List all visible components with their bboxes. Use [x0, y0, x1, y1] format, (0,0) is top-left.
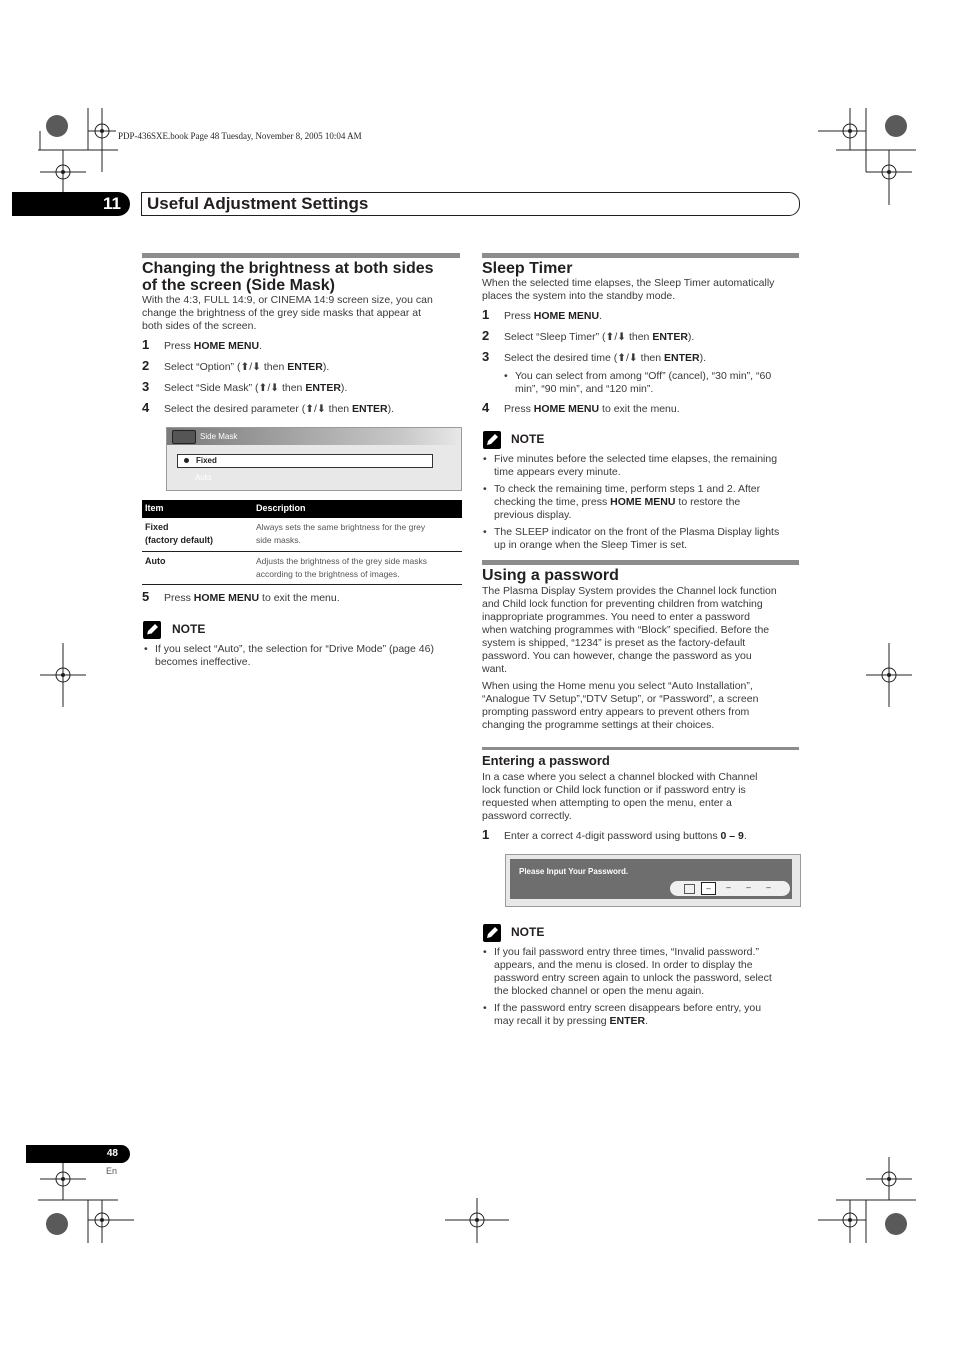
password-osd-panel	[510, 859, 792, 899]
note-bullet: • If you fail password entry three times, “Invalid password.” appears, and the menu is closed. In order to display the password entry screen again to unlock the password, select the blocked channel or open the menu again.	[483, 946, 772, 997]
note-bullet: • The SLEEP indicator on the front of the Plasma Display lights up in orange when the Sleep Timer is set.	[483, 526, 780, 551]
note-bullet: • If the password entry screen disappears before entry, you may recall it by pressing ENTER.	[483, 1002, 762, 1027]
note-label: NOTE	[511, 432, 545, 446]
page-number: 48	[106, 1148, 118, 1159]
side-mask-step-2: 2 Select “Option” (⬆/⬇ then ENTER).	[142, 358, 330, 373]
table-row: Fixed (factory default) Always sets the same brightness for the grey side masks.	[142, 518, 462, 552]
side-mask-osd	[166, 427, 462, 491]
side-mask-step-4: 4 Select the desired parameter (⬆/⬇ then ENTER).	[142, 400, 395, 415]
note-bullet: • If you select “Auto”, the selection for “Drive Mode” (page 46) becomes ineffective.	[144, 643, 434, 668]
side-mask-intro: With the 4:3, FULL 14:9, or CINEMA 14:9 screen size, you can change the brightness of the grey side masks that appear at both sides of the screen.	[142, 294, 433, 332]
note-pencil-icon	[483, 924, 501, 942]
note-label: NOTE	[511, 925, 545, 939]
password-digit-slot: –	[701, 882, 716, 895]
side-mask-step-1: 1 Press HOME MENU.	[142, 337, 263, 352]
password-para-1: The Plasma Display System provides the Channel lock function and Child lock function for preventing children from watching inappropriate programmes. You need to enter a password when watching programmes with “Block” specified. Before the system is shipped, “1234” is preset as the factory-default password. You can however, change the password as you want.	[482, 585, 777, 675]
print-metadata: PDP-436SXE.book Page 48 Tuesday, November 8, 2005 10:04 AM	[118, 131, 362, 141]
page-number-tab	[26, 1145, 130, 1163]
password-step-1: 1 Enter a correct 4-digit password using buttons 0 – 9.	[482, 827, 747, 842]
up-down-arrow-icon: ⬆/⬇	[605, 331, 627, 343]
keypad-icon	[684, 884, 695, 894]
chapter-title: Useful Adjustment Settings	[147, 194, 369, 213]
tv-menu-icon	[172, 430, 196, 444]
chapter-number-tab	[12, 192, 130, 216]
section-rule	[142, 253, 460, 258]
side-mask-table	[142, 500, 462, 585]
subsection-rule	[482, 747, 799, 750]
step3-bullet: • You can select from among “Off” (cancel), “30 min”, “60 min”, “90 min”, and “120 min”.	[504, 370, 772, 395]
sleep-timer-intro: When the selected time elapses, the Sleep Timer automatically places the system into the standby mode.	[482, 277, 775, 302]
password-osd	[505, 854, 801, 907]
note-label: NOTE	[172, 622, 206, 636]
up-down-arrow-icon: ⬆/⬇	[305, 403, 326, 415]
entering-password-heading: Entering a password	[482, 753, 610, 768]
chapter-number: 11	[103, 194, 121, 213]
sleep-timer-heading: Sleep Timer	[482, 260, 573, 277]
osd-option-auto[interactable]: Auto	[195, 473, 212, 482]
side-mask-step-5: 5 Press HOME MENU to exit the menu.	[142, 589, 340, 604]
table-header: Item Description	[142, 500, 462, 518]
section-rule	[482, 253, 799, 258]
entering-password-intro: In a case where you select a channel blocked with Channel lock function or Child lock function or if password entry is requested when attempting to open the menu, enter a password correctly.	[482, 771, 758, 822]
side-mask-heading: Changing the brightness at both sides of the screen (Side Mask)	[142, 260, 434, 294]
password-digit-slot: –	[766, 883, 771, 892]
password-prompt: Please Input Your Password.	[519, 867, 629, 876]
password-entry-field[interactable]	[670, 881, 790, 896]
language-code: En	[106, 1166, 118, 1176]
section-rule	[482, 560, 799, 565]
note-bullet: • Five minutes before the selected time elapses, the remaining time appears every minute.	[483, 453, 778, 478]
password-para-2: When using the Home menu you select “Auto Installation”, “Analogue TV Setup”,“DTV Setup”, or “Password”, a screen prompting password entry appears to prevent others from changing the programme settings at their choices.	[482, 680, 759, 731]
password-digit-slot: –	[746, 883, 751, 892]
osd-title: Side Mask	[200, 432, 238, 441]
note-pencil-icon	[143, 621, 161, 639]
up-down-arrow-icon: ⬆/⬇	[240, 361, 261, 373]
chapter-title-bar	[141, 192, 800, 216]
note-bullet: • To check the remaining time, perform steps 1 and 2. After checking the time, press HOME MENU to restore the previous display.	[483, 483, 761, 521]
side-mask-step-3: 3 Select “Side Mask” (⬆/⬇ then ENTER).	[142, 379, 348, 394]
up-down-arrow-icon: ⬆/⬇	[258, 382, 280, 394]
osd-option-fixed[interactable]: Fixed	[177, 454, 433, 468]
selected-dot-icon	[184, 458, 189, 463]
sleep-step-1: 1 Press HOME MENU.	[482, 307, 603, 322]
sleep-step-2: 2 Select “Sleep Timer” (⬆/⬇ then ENTER).	[482, 328, 695, 343]
table-row: Auto Adjusts the brightness of the grey side masks according to the brightness of images.	[142, 552, 462, 585]
password-digit-slot: –	[726, 883, 731, 892]
sleep-step-4: 4 Press HOME MENU to exit the menu.	[482, 400, 680, 415]
up-down-arrow-icon: ⬆/⬇	[617, 352, 638, 364]
sleep-step-3: 3 Select the desired time (⬆/⬇ then ENTER).	[482, 349, 707, 364]
note-pencil-icon	[483, 431, 501, 449]
password-heading: Using a password	[482, 567, 619, 584]
